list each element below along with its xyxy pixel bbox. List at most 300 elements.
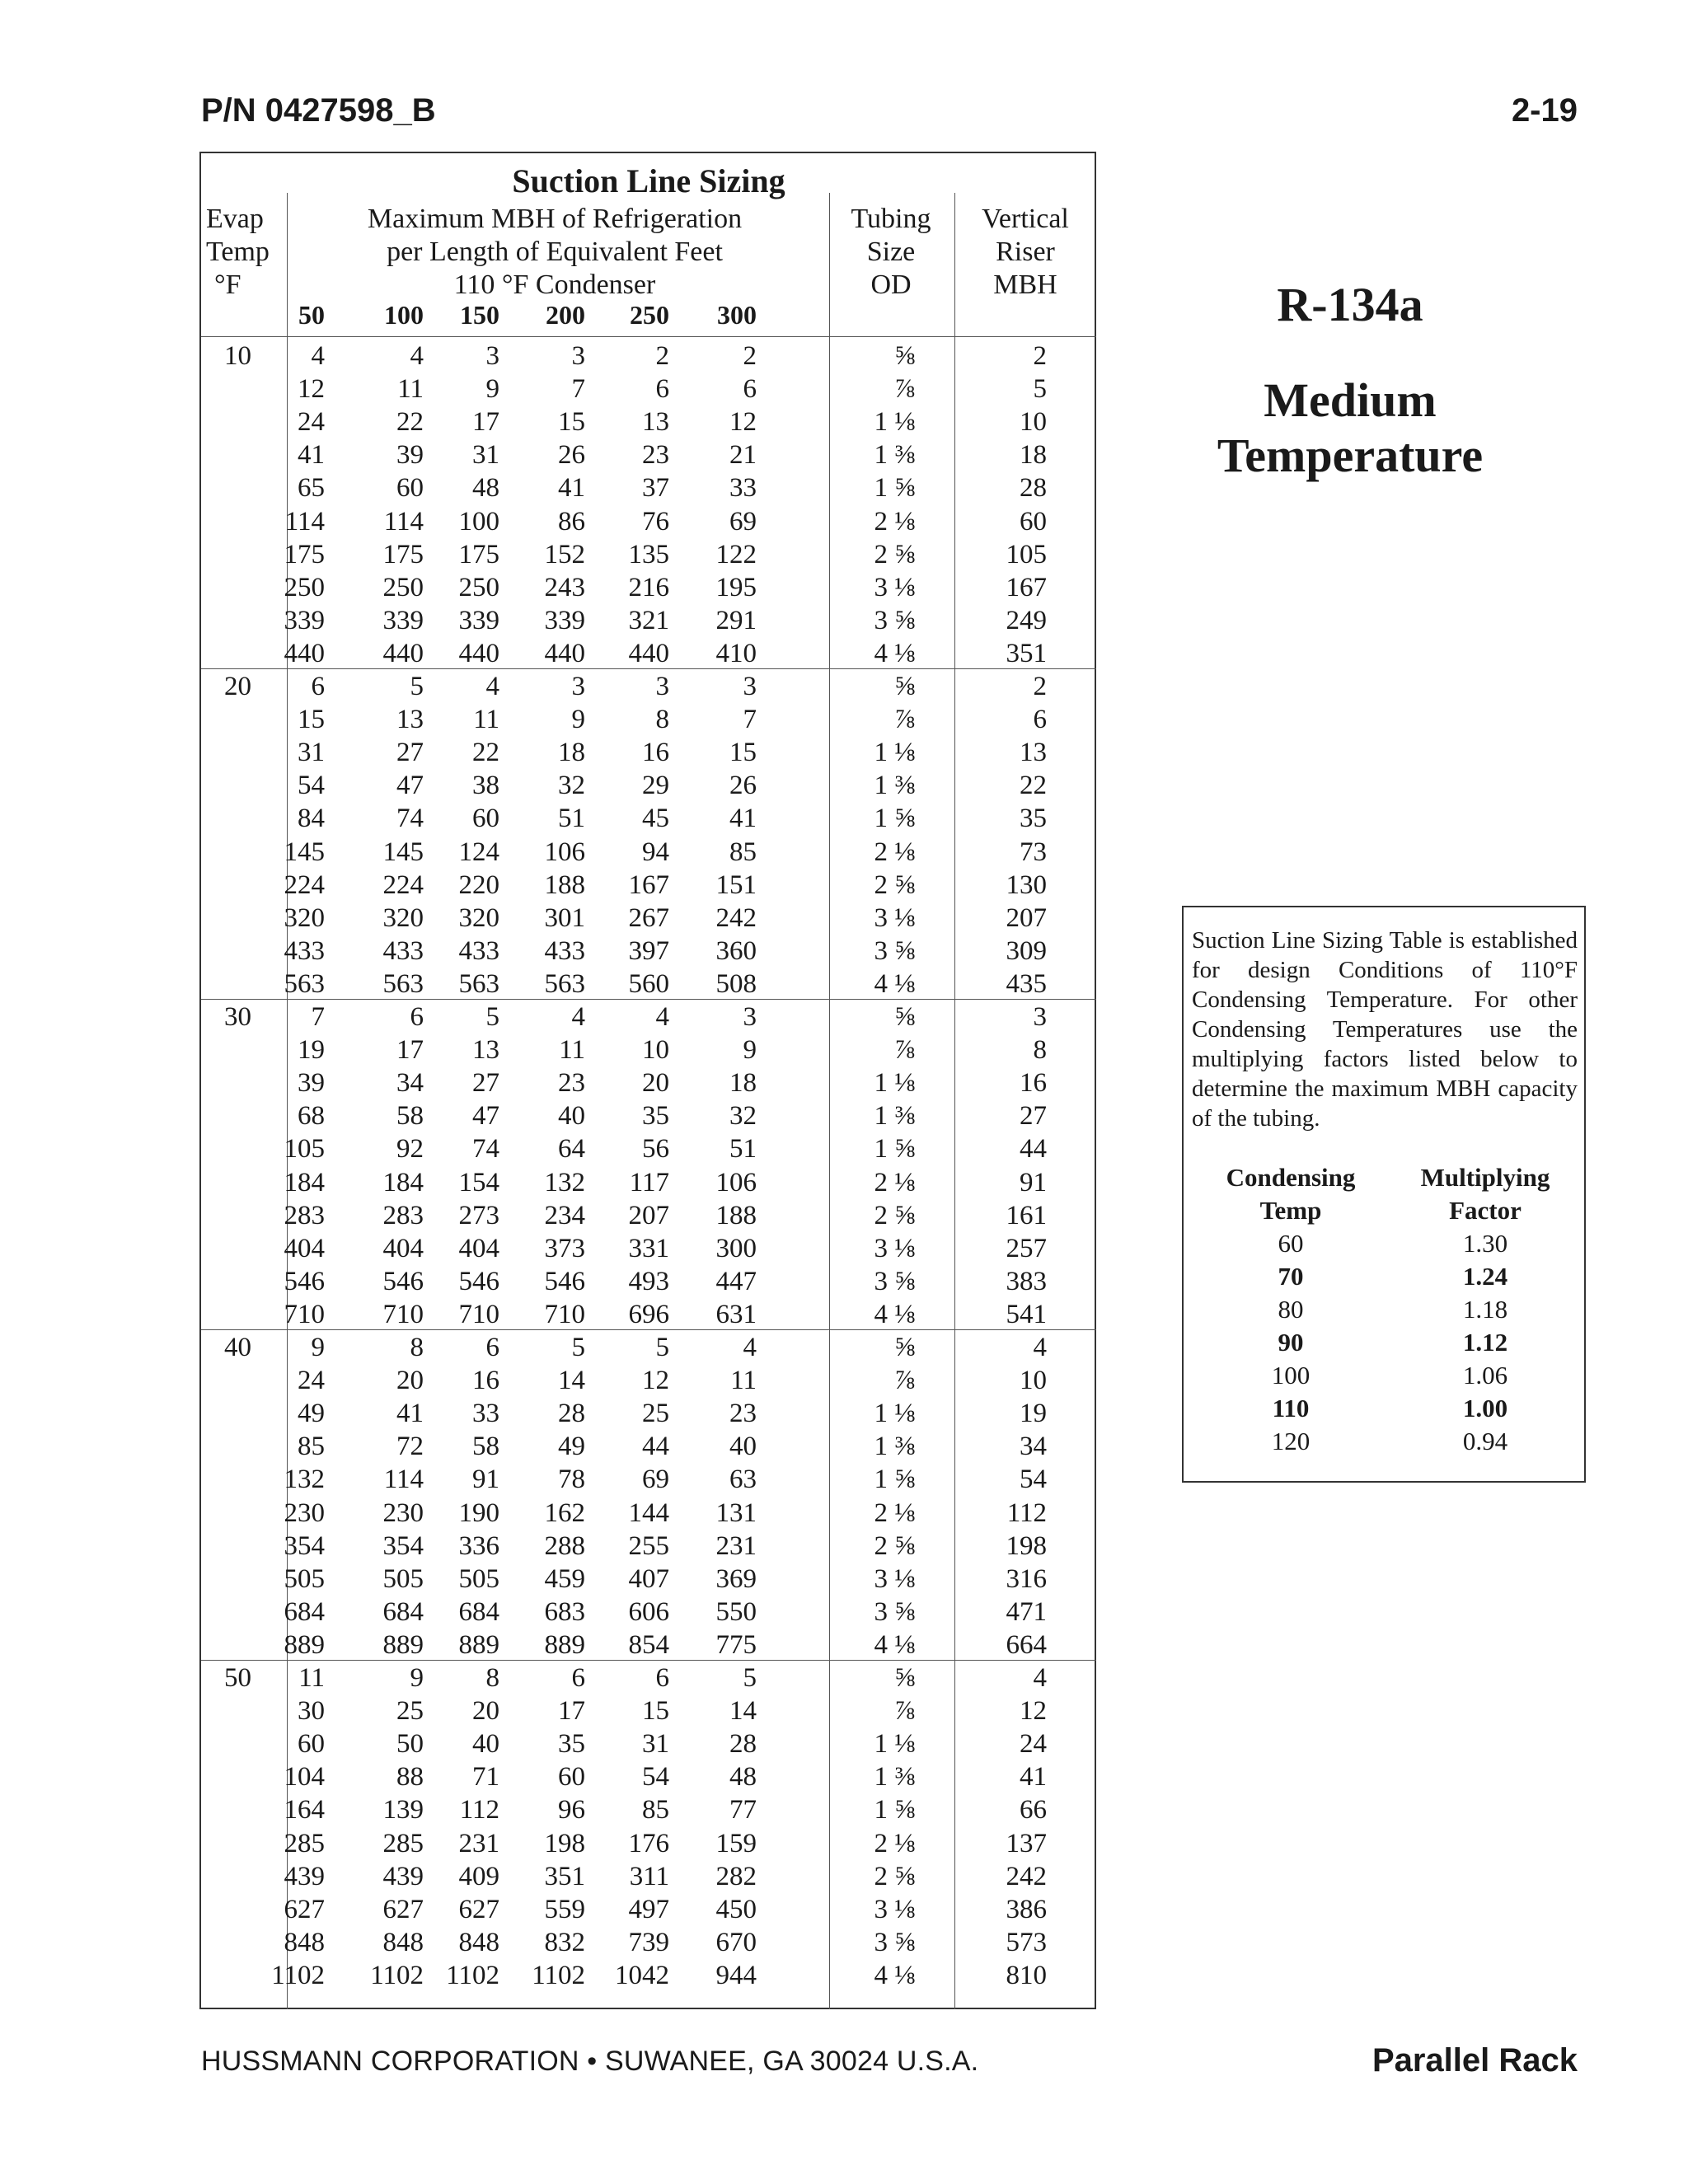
mbh-cell: 47: [472, 1101, 499, 1132]
mbh-cell: 273: [458, 1200, 499, 1230]
mbh-cell: 832: [544, 1927, 585, 1957]
riser-mbh-cell: 435: [1006, 968, 1047, 999]
mbh-cell: 159: [715, 1828, 757, 1858]
suction-line-sizing-table: [199, 152, 1096, 2009]
length-header-100: 100: [384, 300, 424, 330]
mbh-cell: 6: [311, 672, 325, 701]
riser-mbh-cell: 112: [1006, 1497, 1047, 1528]
evap-header-line: °F: [214, 269, 241, 300]
mbh-cell: 3: [655, 672, 669, 701]
multiplying-factor-cell: 0.94: [1462, 1427, 1508, 1455]
condensing-temp-cell: 100: [1271, 1361, 1311, 1390]
tubing-size-cell: 2 ⅛: [874, 1167, 915, 1197]
mbh-cell: 38: [472, 771, 499, 801]
evap-temp-header: [201, 203, 292, 302]
mbh-cell: 354: [284, 1530, 325, 1561]
mbh-cell: 32: [729, 1101, 757, 1132]
mbh-header-line: Maximum MBH of Refrigeration: [367, 204, 743, 234]
mbh-cell: 311: [629, 1861, 669, 1891]
mbh-cell: 11: [730, 1366, 757, 1396]
mbh-cell: 132: [284, 1465, 325, 1495]
mbh-cell: 92: [396, 1134, 424, 1165]
mbh-cell: 31: [642, 1729, 669, 1760]
mbh-cell: 505: [382, 1563, 424, 1594]
length-header-300: 300: [717, 300, 757, 330]
mbh-cell: 60: [558, 1762, 585, 1793]
mbh-cell: 5: [655, 1333, 669, 1362]
mbh-cell: 114: [383, 506, 424, 537]
mbh-cell: 12: [729, 407, 757, 438]
mbh-cell: 65: [298, 473, 325, 504]
riser-mbh-cell: 27: [1020, 1101, 1047, 1132]
mbh-cell: 440: [628, 638, 669, 668]
mbh-cell: 336: [458, 1530, 499, 1561]
mbh-cell: 15: [298, 705, 325, 735]
mbh-cell: 8: [655, 705, 669, 735]
mbh-cell: 30: [298, 1696, 325, 1727]
mbh-cell: 139: [382, 1795, 424, 1825]
tubing-size-cell: ⅝: [894, 1002, 915, 1032]
mbh-cell: 433: [284, 935, 325, 966]
mbh-cell: 409: [458, 1861, 499, 1891]
multiplying-factor-cell: 1.18: [1462, 1295, 1508, 1324]
tubing-size-cell: 1 ⅜: [874, 1432, 915, 1462]
mbh-cell: 6: [655, 374, 669, 405]
mbh-cell: 231: [458, 1828, 499, 1858]
riser-mbh-cell: 2: [1033, 672, 1047, 701]
mbh-cell: 230: [284, 1497, 325, 1528]
column-divider: [954, 193, 955, 2009]
mbh-cell: 63: [729, 1465, 757, 1495]
tubing-size-cell: 4 ⅛: [874, 638, 915, 668]
riser-mbh-cell: 10: [1020, 407, 1047, 438]
riser-mbh-cell: 207: [1006, 902, 1047, 933]
mbh-cell: 71: [472, 1762, 499, 1793]
mbh-cell: 848: [382, 1927, 424, 1957]
mbh-cell: 447: [715, 1266, 757, 1296]
footer-company: HUSSMANN CORPORATION • SUWANEE, GA 30024 U.S.A.: [201, 2046, 979, 2077]
multiplying-factor-cell: 1.06: [1462, 1361, 1508, 1390]
mbh-cell: 114: [284, 506, 325, 537]
mbh-cell: 546: [544, 1266, 585, 1296]
mbh-cell: 854: [628, 1629, 669, 1660]
condensing-header-line: Temp: [1259, 1196, 1322, 1225]
tubing-size-cell: 3 ⅛: [874, 902, 915, 933]
tubing-size-cell: 1 ⅜: [874, 440, 915, 471]
mbh-cell: 710: [458, 1299, 499, 1329]
vertical-riser-header: [954, 203, 1096, 302]
riser-mbh-cell: 19: [1020, 1399, 1047, 1429]
mbh-cell: 22: [472, 738, 499, 768]
tubing-size-cell: 1 ⅝: [874, 1134, 915, 1165]
mbh-cell: 216: [628, 572, 669, 602]
mbh-cell: 231: [715, 1530, 757, 1561]
mbh-cell: 41: [729, 804, 757, 834]
mbh-cell: 360: [715, 935, 757, 966]
mbh-cell: 39: [298, 1068, 325, 1099]
tubing-size-cell: 1 ⅝: [874, 1795, 915, 1825]
mbh-cell: 12: [298, 374, 325, 405]
mbh-cell: 26: [729, 771, 757, 801]
mbh-cell: 7: [743, 705, 757, 735]
mbh-cell: 78: [558, 1465, 585, 1495]
mbh-cell: 3: [485, 341, 499, 371]
tubing-size-cell: 1 ⅝: [874, 804, 915, 834]
mbh-cell: 20: [396, 1366, 424, 1396]
tubing-size-cell: 2 ⅝: [874, 539, 915, 569]
mbh-cell: 50: [396, 1729, 424, 1760]
tubing-size-cell: ⅝: [894, 341, 915, 371]
mbh-cell: 198: [544, 1828, 585, 1858]
mbh-cell: 145: [382, 837, 424, 867]
mbh-cell: 47: [396, 771, 424, 801]
mbh-cell: 546: [458, 1266, 499, 1296]
mbh-cell: 1102: [271, 1960, 325, 1990]
mbh-cell: 21: [729, 440, 757, 471]
mbh-cell: 339: [544, 605, 585, 635]
mbh-cell: 145: [284, 837, 325, 867]
mbh-cell: 20: [472, 1696, 499, 1727]
mbh-cell: 33: [729, 473, 757, 504]
mbh-cell: 354: [382, 1530, 424, 1561]
mbh-cell: 220: [458, 869, 499, 900]
tubing-size-cell: 3 ⅝: [874, 1927, 915, 1957]
mbh-cell: 339: [284, 605, 325, 635]
footer-section: Parallel Rack: [1372, 2042, 1578, 2079]
riser-mbh-cell: 573: [1006, 1927, 1047, 1957]
mbh-cell: 9: [571, 705, 585, 735]
mbh-cell: 300: [715, 1233, 757, 1263]
tubing-size-cell: ⅝: [894, 672, 915, 701]
tubing-size-cell: 3 ⅝: [874, 605, 915, 635]
mbh-cell: 627: [458, 1894, 499, 1924]
mbh-cell: 18: [558, 738, 585, 768]
page-number: 2-19: [1511, 92, 1578, 129]
tubing-size-cell: 1 ⅜: [874, 771, 915, 801]
mbh-cell: 3: [743, 672, 757, 701]
tubing-size-cell: 1 ⅜: [874, 1762, 915, 1793]
riser-header-line: MBH: [993, 269, 1057, 300]
mbh-cell: 627: [382, 1894, 424, 1924]
mbh-cell: 13: [642, 407, 669, 438]
mbh-cell: 546: [284, 1266, 325, 1296]
riser-mbh-cell: 91: [1020, 1167, 1047, 1197]
group-separator: [201, 999, 1096, 1000]
evap-temp-10: 10: [224, 341, 251, 371]
mbh-cell: 195: [715, 572, 757, 602]
mbh-cell: 60: [298, 1729, 325, 1760]
riser-mbh-cell: 351: [1006, 638, 1047, 668]
mbh-cell: 19: [298, 1035, 325, 1066]
tubing-size-cell: 2 ⅛: [874, 506, 915, 537]
mbh-cell: 164: [284, 1795, 325, 1825]
tubing-size-cell: 3 ⅝: [874, 1596, 915, 1627]
mbh-cell: 24: [298, 1366, 325, 1396]
mbh-cell: 188: [715, 1200, 757, 1230]
mbh-cell: 60: [396, 473, 424, 504]
riser-mbh-cell: 34: [1020, 1432, 1047, 1462]
mbh-header: [287, 203, 823, 302]
riser-mbh-cell: 541: [1006, 1299, 1047, 1329]
condensing-temp-cell: 110: [1272, 1394, 1310, 1422]
mbh-cell: 291: [715, 605, 757, 635]
mbh-cell: 459: [544, 1563, 585, 1594]
multiplying-factor-cell: 1.30: [1462, 1229, 1508, 1258]
temperature-class-title: Medium Temperature: [1217, 373, 1484, 482]
mbh-cell: 37: [642, 473, 669, 504]
mbh-cell: 4: [485, 672, 499, 701]
mbh-cell: 106: [544, 837, 585, 867]
mbh-cell: 105: [284, 1134, 325, 1165]
mbh-cell: 848: [458, 1927, 499, 1957]
mbh-cell: 15: [729, 738, 757, 768]
mbh-cell: 439: [284, 1861, 325, 1891]
riser-mbh-cell: 2: [1033, 341, 1047, 371]
mbh-cell: 27: [396, 738, 424, 768]
mbh-cell: 74: [396, 804, 424, 834]
evap-temp-20: 20: [224, 672, 251, 701]
tubing-size-cell: 2 ⅝: [874, 1530, 915, 1561]
mbh-cell: 11: [473, 705, 499, 735]
condensing-temp-header: [1200, 1161, 1381, 1227]
condensing-temp-cell: 70: [1278, 1262, 1304, 1291]
mbh-cell: 250: [284, 572, 325, 602]
mbh-cell: 132: [544, 1167, 585, 1197]
mbh-cell: 144: [628, 1497, 669, 1528]
mbh-cell: 122: [715, 539, 757, 569]
mbh-cell: 117: [629, 1167, 669, 1197]
mbh-cell: 283: [382, 1200, 424, 1230]
mbh-cell: 94: [642, 837, 669, 867]
mbh-cell: 17: [396, 1035, 424, 1066]
mbh-cell: 40: [472, 1729, 499, 1760]
mbh-cell: 27: [472, 1068, 499, 1099]
part-number: P/N 0427598_B: [201, 92, 436, 129]
tubing-size-cell: 4 ⅛: [874, 1629, 915, 1660]
riser-mbh-cell: 309: [1006, 935, 1047, 966]
condensing-note-box: [1182, 906, 1586, 1483]
header-rule: [201, 336, 1096, 337]
mbh-cell: 100: [458, 506, 499, 537]
mbh-cell: 684: [382, 1596, 424, 1627]
mbh-cell: 889: [544, 1629, 585, 1660]
tubing-size-cell: 1 ⅛: [874, 1068, 915, 1099]
riser-mbh-cell: 316: [1006, 1563, 1047, 1594]
mbh-cell: 1102: [446, 1960, 499, 1990]
mbh-cell: 373: [544, 1233, 585, 1263]
mbh-cell: 25: [396, 1696, 424, 1727]
mbh-cell: 175: [284, 539, 325, 569]
mbh-cell: 4: [655, 1002, 669, 1032]
mbh-cell: 85: [642, 1795, 669, 1825]
mbh-cell: 23: [558, 1068, 585, 1099]
mbh-cell: 76: [642, 506, 669, 537]
mbh-cell: 331: [628, 1233, 669, 1263]
mbh-cell: 283: [284, 1200, 325, 1230]
mbh-cell: 14: [729, 1696, 757, 1727]
group-separator: [201, 1329, 1096, 1330]
mbh-cell: 505: [284, 1563, 325, 1594]
mbh-cell: 6: [410, 1002, 424, 1032]
mbh-cell: 696: [628, 1299, 669, 1329]
mbh-cell: 32: [558, 771, 585, 801]
mbh-cell: 84: [298, 804, 325, 834]
evap-temp-40: 40: [224, 1333, 251, 1362]
mbh-cell: 369: [715, 1563, 757, 1594]
mbh-header-line: per Length of Equivalent Feet: [387, 237, 723, 267]
mbh-cell: 35: [558, 1729, 585, 1760]
riser-mbh-cell: 4: [1033, 1333, 1047, 1362]
mbh-cell: 85: [729, 837, 757, 867]
riser-mbh-cell: 249: [1006, 605, 1047, 635]
mbh-cell: 167: [628, 869, 669, 900]
mbh-cell: 508: [715, 968, 757, 999]
mbh-cell: 285: [284, 1828, 325, 1858]
mbh-cell: 54: [298, 771, 325, 801]
tubing-size-cell: 2 ⅝: [874, 869, 915, 900]
mbh-cell: 5: [571, 1333, 585, 1362]
factor-header-line: Factor: [1449, 1196, 1522, 1225]
mbh-cell: 3: [571, 672, 585, 701]
mbh-cell: 505: [458, 1563, 499, 1594]
mbh-cell: 563: [284, 968, 325, 999]
riser-mbh-cell: 16: [1020, 1068, 1047, 1099]
mbh-cell: 51: [558, 804, 585, 834]
mbh-cell: 34: [396, 1068, 424, 1099]
tubing-size-cell: 3 ⅛: [874, 1894, 915, 1924]
riser-mbh-cell: 137: [1006, 1828, 1047, 1858]
mbh-cell: 114: [383, 1465, 424, 1495]
mbh-header-line: 110 °F Condenser: [453, 269, 656, 300]
mbh-cell: 404: [458, 1233, 499, 1263]
mbh-cell: 6: [655, 1663, 669, 1693]
mbh-cell: 493: [628, 1266, 669, 1296]
mbh-cell: 22: [396, 407, 424, 438]
mbh-cell: 11: [559, 1035, 585, 1066]
mbh-cell: 497: [628, 1894, 669, 1924]
mbh-cell: 710: [544, 1299, 585, 1329]
mbh-cell: 184: [382, 1167, 424, 1197]
multiplying-factor-header: [1395, 1161, 1576, 1227]
mbh-cell: 14: [558, 1366, 585, 1396]
mbh-cell: 1102: [532, 1960, 585, 1990]
mbh-cell: 560: [628, 968, 669, 999]
mbh-cell: 550: [715, 1596, 757, 1627]
mbh-cell: 320: [284, 902, 325, 933]
mbh-cell: 176: [628, 1828, 669, 1858]
mbh-cell: 16: [642, 738, 669, 768]
mbh-cell: 7: [571, 374, 585, 405]
tubing-size-cell: 3 ⅛: [874, 1563, 915, 1594]
mbh-cell: 56: [642, 1134, 669, 1165]
tubing-size-cell: ⅞: [894, 1696, 915, 1727]
mbh-cell: 207: [628, 1200, 669, 1230]
mbh-cell: 175: [458, 539, 499, 569]
riser-mbh-cell: 810: [1006, 1960, 1047, 1990]
riser-mbh-cell: 35: [1020, 804, 1047, 834]
group-separator: [201, 668, 1096, 669]
mbh-cell: 683: [544, 1596, 585, 1627]
mbh-cell: 51: [729, 1134, 757, 1165]
mbh-cell: 25: [642, 1399, 669, 1429]
mbh-cell: 64: [558, 1134, 585, 1165]
mbh-cell: 684: [284, 1596, 325, 1627]
tubing-size-cell: ⅝: [894, 1333, 915, 1362]
mbh-cell: 440: [382, 638, 424, 668]
riser-mbh-cell: 18: [1020, 440, 1047, 471]
mbh-cell: 7: [311, 1002, 325, 1032]
mbh-cell: 69: [642, 1465, 669, 1495]
mbh-cell: 135: [628, 539, 669, 569]
mbh-cell: 11: [397, 374, 424, 405]
mbh-cell: 40: [558, 1101, 585, 1132]
mbh-cell: 2: [743, 341, 757, 371]
mbh-cell: 12: [642, 1366, 669, 1396]
riser-mbh-cell: 105: [1006, 539, 1047, 569]
mbh-cell: 440: [458, 638, 499, 668]
mbh-cell: 104: [284, 1762, 325, 1793]
riser-mbh-cell: 242: [1006, 1861, 1047, 1891]
riser-mbh-cell: 10: [1020, 1366, 1047, 1396]
mbh-cell: 285: [382, 1828, 424, 1858]
mbh-cell: 242: [715, 902, 757, 933]
mbh-cell: 184: [284, 1167, 325, 1197]
mbh-cell: 86: [558, 506, 585, 537]
riser-mbh-cell: 73: [1020, 837, 1047, 867]
tubing-size-cell: 2 ⅝: [874, 1861, 915, 1891]
tubing-size-cell: 1 ⅛: [874, 407, 915, 438]
mbh-cell: 6: [485, 1333, 499, 1362]
length-header-250: 250: [630, 300, 669, 330]
mbh-cell: 162: [544, 1497, 585, 1528]
mbh-cell: 45: [642, 804, 669, 834]
mbh-cell: 131: [715, 1497, 757, 1528]
mbh-cell: 267: [628, 902, 669, 933]
mbh-cell: 944: [715, 1960, 757, 1990]
mbh-cell: 188: [544, 869, 585, 900]
mbh-cell: 13: [472, 1035, 499, 1066]
mbh-cell: 224: [382, 869, 424, 900]
mbh-cell: 250: [458, 572, 499, 602]
mbh-cell: 26: [558, 440, 585, 471]
mbh-cell: 41: [298, 440, 325, 471]
tubing-size-cell: 2 ⅛: [874, 1497, 915, 1528]
riser-mbh-cell: 161: [1006, 1200, 1047, 1230]
mbh-cell: 49: [298, 1399, 325, 1429]
mbh-cell: 20: [642, 1068, 669, 1099]
mbh-cell: 9: [311, 1333, 325, 1362]
mbh-cell: 627: [284, 1894, 325, 1924]
length-header-150: 150: [460, 300, 499, 330]
mbh-cell: 13: [396, 705, 424, 735]
riser-mbh-cell: 54: [1020, 1465, 1047, 1495]
tubing-size-cell: ⅞: [894, 374, 915, 405]
mbh-cell: 74: [472, 1134, 499, 1165]
mbh-cell: 60: [472, 804, 499, 834]
mbh-cell: 18: [729, 1068, 757, 1099]
mbh-cell: 15: [642, 1696, 669, 1727]
riser-mbh-cell: 664: [1006, 1629, 1047, 1660]
riser-mbh-cell: 12: [1020, 1696, 1047, 1727]
mbh-cell: 91: [472, 1465, 499, 1495]
tubing-size-cell: 1 ⅛: [874, 1399, 915, 1429]
mbh-cell: 48: [729, 1762, 757, 1793]
riser-header-line: Vertical: [982, 204, 1069, 234]
riser-mbh-cell: 3: [1033, 1002, 1047, 1032]
mbh-cell: 23: [642, 440, 669, 471]
mbh-cell: 559: [544, 1894, 585, 1924]
mbh-cell: 40: [729, 1432, 757, 1462]
